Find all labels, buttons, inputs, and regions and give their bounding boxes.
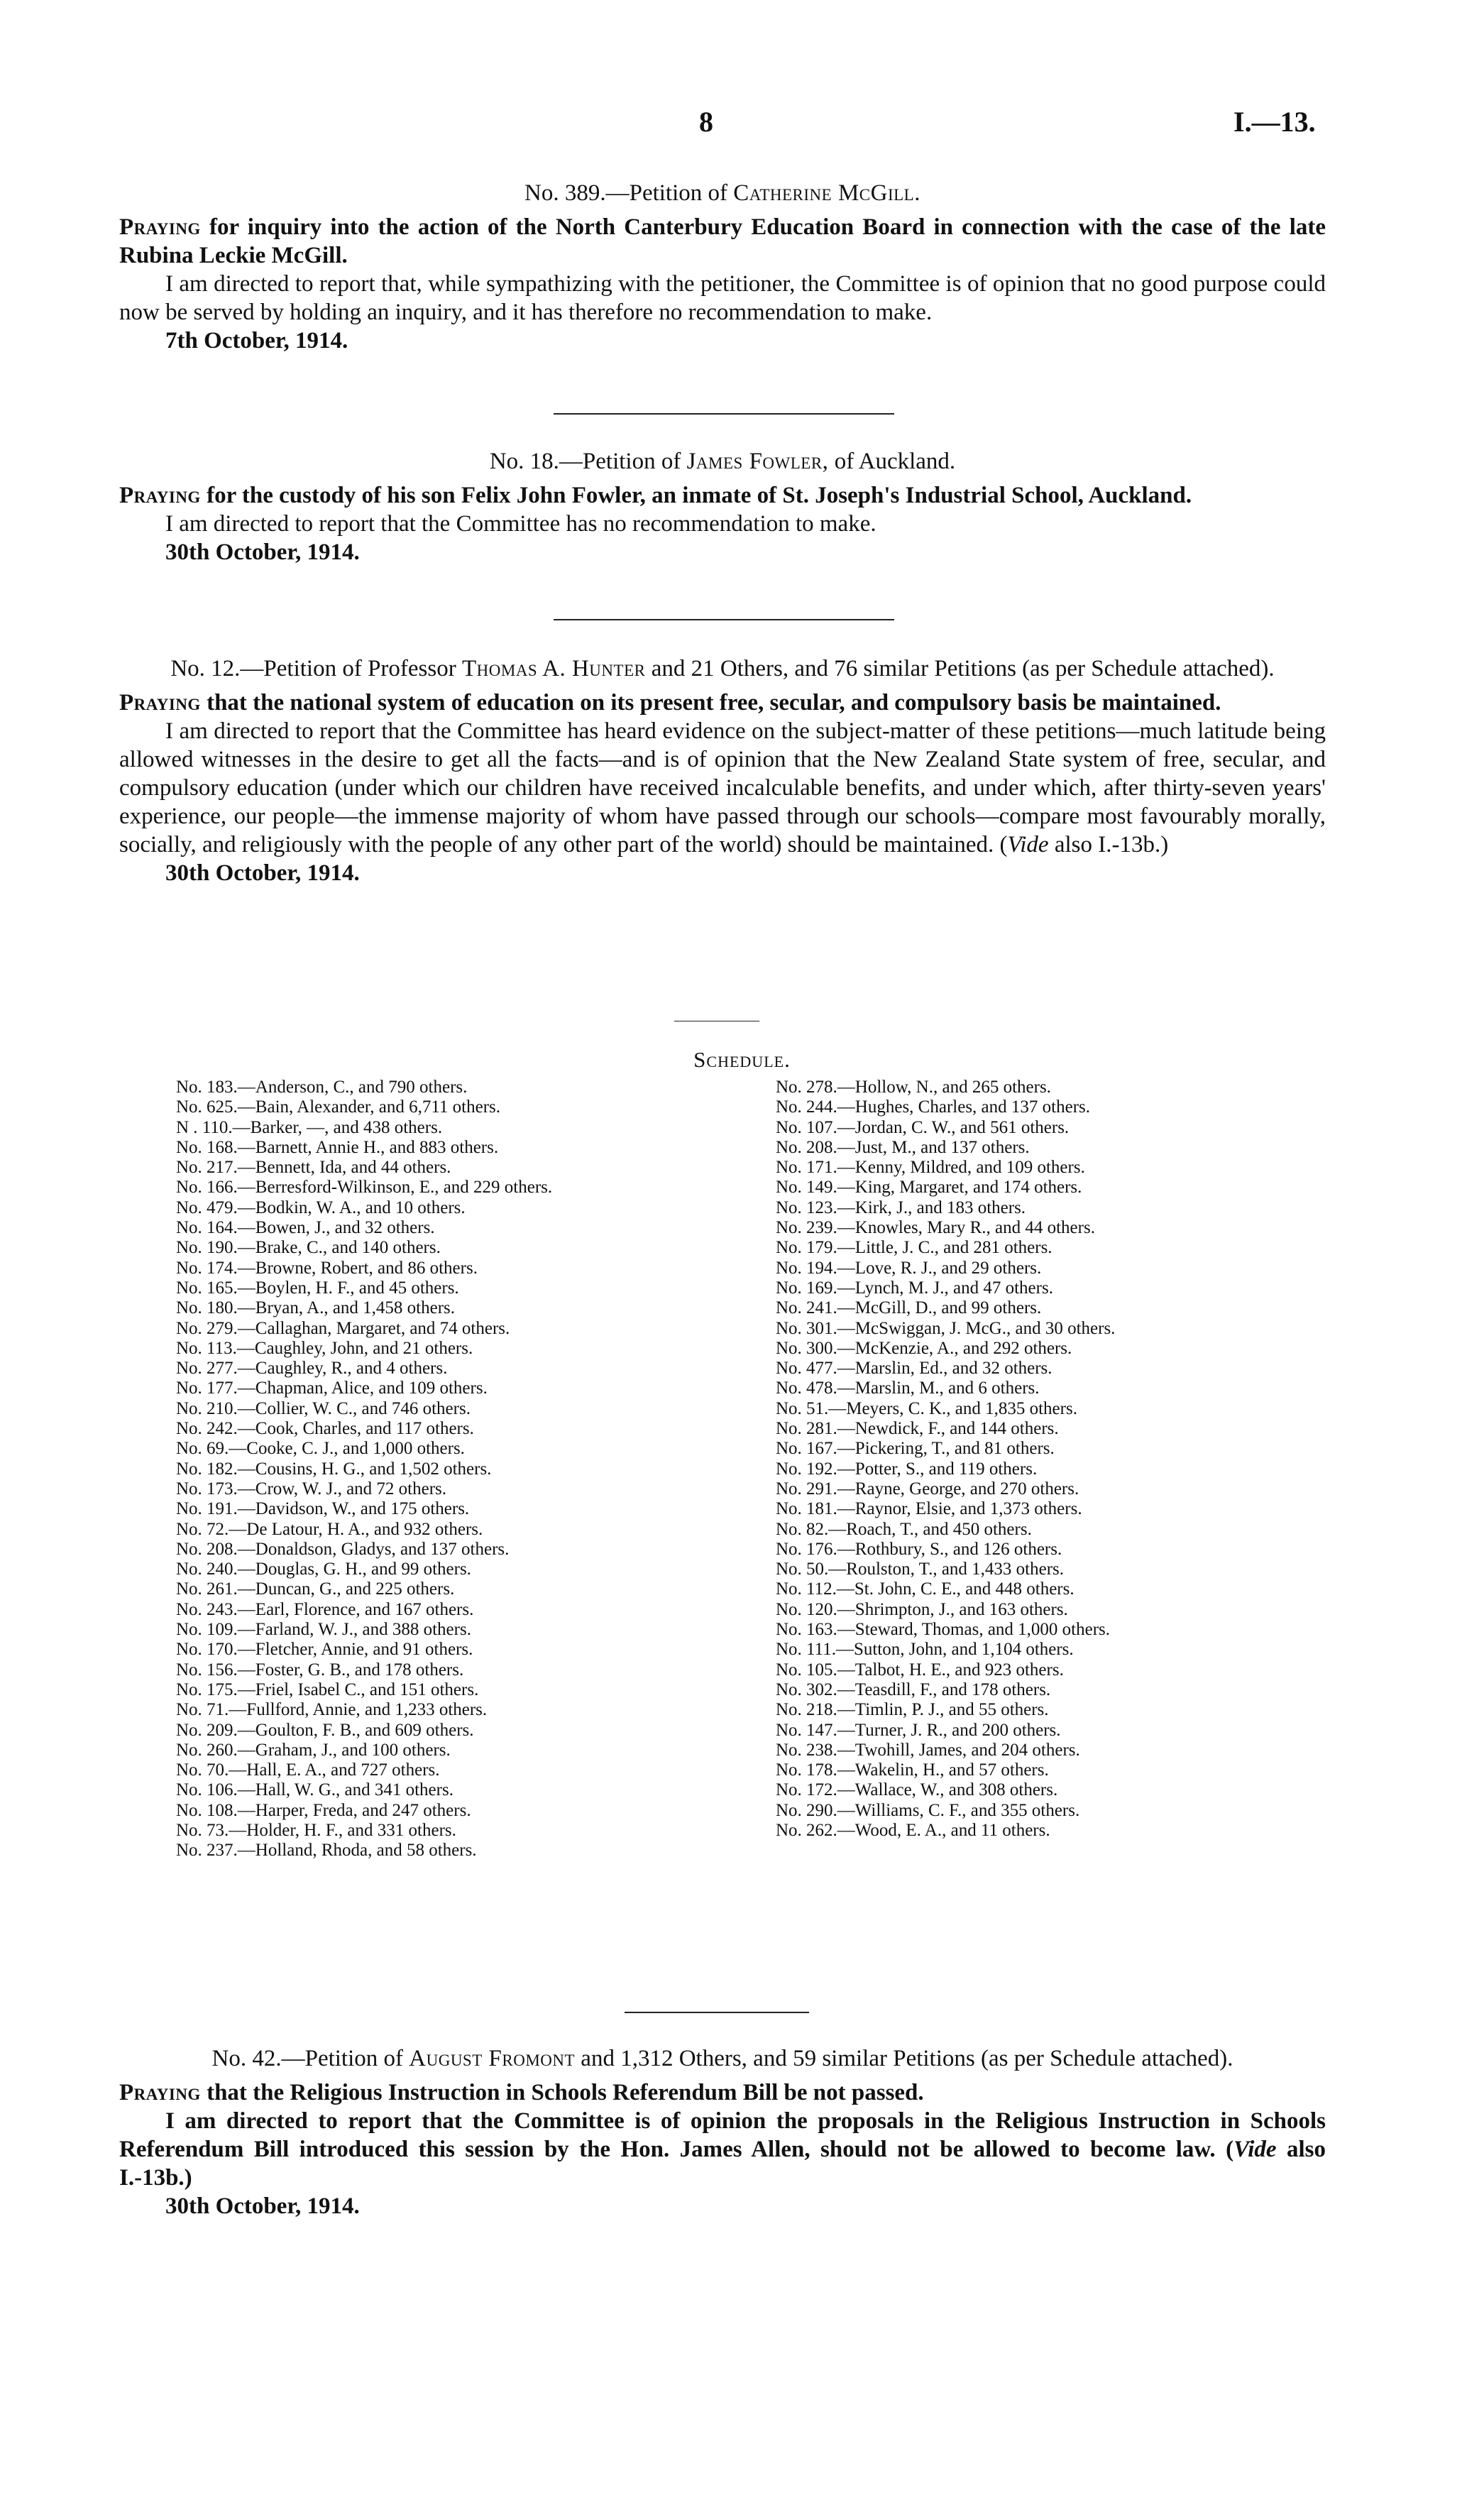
schedule-entry: No. 243.—Earl, Florence, and 167 others. — [176, 1599, 474, 1619]
schedule-entry: No. 120.—Shrimpton, J., and 163 others. — [776, 1599, 1068, 1619]
schedule-right-column — [776, 1078, 1358, 1841]
petitioner-name: Catherine McGill. — [733, 180, 920, 206]
petition-12-date: 30th October, 1914. — [165, 860, 360, 886]
schedule-entry: No. 174.—Browne, Robert, and 86 others. — [176, 1258, 478, 1278]
schedule-entry: No. 107.—Jordan, C. W., and 561 others. — [776, 1117, 1070, 1137]
schedule-entry: No. 208.—Just, M., and 137 others. — [776, 1137, 1030, 1157]
petitioner-name: James Fowler, — [686, 449, 829, 474]
petition-42-date: 30th October, 1914. — [165, 2193, 360, 2219]
schedule-entry: No. 191.—Davidson, W., and 175 others. — [176, 1499, 470, 1519]
schedule-entry: No. 239.—Knowles, Mary R., and 44 others. — [776, 1218, 1095, 1238]
schedule-entry: No. 178.—Wakelin, H., and 57 others. — [776, 1760, 1049, 1780]
schedule-entry: No. 72.—De Latour, H. A., and 932 others. — [176, 1519, 483, 1539]
petition-18 — [119, 447, 1326, 566]
schedule-entry: No. 50.—Roulston, T., and 1,433 others. — [776, 1560, 1065, 1579]
section-divider — [625, 2012, 809, 2013]
schedule-entry: No. 170.—Fletcher, Annie, and 91 others. — [176, 1640, 473, 1660]
schedule-entry: No. 278.—Hollow, N., and 265 others. — [776, 1078, 1051, 1097]
schedule-entry: No. 262.—Wood, E. A., and 11 others. — [776, 1820, 1050, 1840]
petition-389-praying: Praying for inquiry into the action of the North Canterbury Education Board in connection with the case of the late Rubina Leckie McGill. — [119, 214, 1326, 268]
schedule-entry: No. 165.—Boylen, H. F., and 45 others. — [176, 1278, 459, 1298]
schedule-entry: No. 112.—St. John, C. E., and 448 others. — [776, 1579, 1074, 1599]
schedule-entry: No. 171.—Kenny, Mildred, and 109 others. — [776, 1158, 1085, 1178]
schedule-entry: No. 164.—Bowen, J., and 32 others. — [176, 1218, 435, 1238]
schedule-entry: No. 300.—McKenzie, A., and 292 others. — [776, 1338, 1072, 1358]
schedule-entry: No. 105.—Talbot, H. E., and 923 others. — [776, 1660, 1064, 1680]
section-divider — [554, 413, 894, 415]
schedule-entry: No. 183.—Anderson, C., and 790 others. — [176, 1078, 468, 1097]
schedule-entry: No. 260.—Graham, J., and 100 others. — [176, 1740, 451, 1760]
schedule-title: Schedule. — [693, 1047, 791, 1072]
schedule-entry: No. 625.—Bain, Alexander, and 6,711 others. — [176, 1097, 501, 1117]
schedule-entry: No. 478.—Marslin, M., and 6 others. — [776, 1379, 1040, 1398]
page-header — [0, 105, 1484, 148]
schedule-entry: No. 73.—Holder, H. F., and 331 others. — [176, 1820, 456, 1840]
schedule-entry: No. 179.—Little, J. C., and 281 others. — [776, 1238, 1052, 1258]
schedule-entry: No. 177.—Chapman, Alice, and 109 others. — [176, 1379, 488, 1398]
schedule-entry: No. 208.—Donaldson, Gladys, and 137 others. — [176, 1539, 510, 1559]
schedule-entry: No. 70.—Hall, E. A., and 727 others. — [176, 1760, 440, 1780]
petition-389-date: 7th October, 1914. — [165, 328, 348, 354]
schedule-entry: No. 149.—King, Margaret, and 174 others. — [776, 1178, 1082, 1198]
petition-389 — [119, 179, 1326, 355]
schedule-entry: No. 181.—Raynor, Elsie, and 1,373 others. — [776, 1499, 1082, 1519]
schedule-entry: No. 281.—Newdick, F., and 144 others. — [776, 1419, 1059, 1439]
schedule-entry: No. 301.—McSwiggan, J. McG., and 30 others. — [776, 1318, 1116, 1338]
petition-42-report: I am directed to report that the Committee is of opinion the proposals in the Religious Instruction in Schools Referendum Bill introduced this session by the Hon. James Allen, should not be allowed to become law. (Vide also I.-13b.) — [119, 2108, 1326, 2191]
schedule-entry: No. 218.—Timlin, P. J., and 55 others. — [776, 1700, 1049, 1720]
schedule-entry: No. 479.—Bodkin, W. A., and 10 others. — [176, 1198, 466, 1217]
petition-12-praying: Praying that the national system of education on its present free, secular, and compulsory basis be maintained. — [119, 690, 1221, 716]
schedule-entry: No. 176.—Rothbury, S., and 126 others. — [776, 1539, 1062, 1559]
schedule-entry: No. 190.—Brake, C., and 140 others. — [176, 1238, 441, 1258]
petition-42 — [119, 2044, 1326, 2220]
schedule-entry: No. 168.—Barnett, Annie H., and 883 others. — [176, 1137, 499, 1157]
paper-reference: I.—13. — [1233, 106, 1316, 138]
schedule-entry: No. 277.—Caughley, R., and 4 others. — [176, 1359, 448, 1379]
petition-42-praying: Praying that the Religious Instruction in Schools Referendum Bill be not passed. — [119, 2080, 924, 2105]
section-divider — [554, 619, 894, 620]
petition-12 — [119, 654, 1326, 887]
schedule-entry: No. 241.—McGill, D., and 99 others. — [776, 1298, 1042, 1318]
schedule-entry: No. 108.—Harper, Freda, and 247 others. — [176, 1800, 471, 1820]
schedule-entry: No. 147.—Turner, J. R., and 200 others. — [776, 1720, 1061, 1740]
schedule-entry: No. 51.—Meyers, C. K., and 1,835 others. — [776, 1398, 1077, 1418]
schedule-entry: No. 109.—Farland, W. J., and 388 others. — [176, 1620, 471, 1640]
schedule-entry: No. 291.—Rayne, George, and 270 others. — [776, 1479, 1079, 1498]
schedule-entry: No. 209.—Goulton, F. B., and 609 others. — [176, 1720, 474, 1740]
schedule-entry: No. 166.—Berresford-Wilkinson, E., and 229 others. — [176, 1178, 553, 1198]
petition-12-title: No. 12.—Petition of Professor Thomas A. Hunter and 21 Others, and 76 similar Petitions (as per Schedule attached). — [170, 656, 1275, 681]
schedule-entry: N . 110.—Barker, —, and 438 others. — [176, 1117, 443, 1137]
schedule-entry: No. 71.—Fullford, Annie, and 1,233 others. — [176, 1700, 488, 1720]
petition-42-title: No. 42.—Petition of August Fromont and 1,312 Others, and 59 similar Petitions (as per Schedule attached). — [211, 2046, 1233, 2071]
schedule-entry: No. 242.—Cook, Charles, and 117 others. — [176, 1419, 474, 1439]
petition-18-praying: Praying for the custody of his son Felix John Fowler, an inmate of St. Joseph's Industrial School, Auckland. — [119, 483, 1192, 508]
schedule-entry: No. 244.—Hughes, Charles, and 137 others. — [776, 1097, 1090, 1117]
schedule-entry: No. 69.—Cooke, C. J., and 1,000 others. — [176, 1439, 465, 1459]
schedule-entry: No. 210.—Collier, W. C., and 746 others. — [176, 1398, 471, 1418]
schedule-entry: No. 290.—Williams, C. F., and 355 others. — [776, 1800, 1080, 1820]
schedule-entry: No. 113.—Caughley, John, and 21 others. — [176, 1338, 473, 1358]
petition-18-title: No. 18.—Petition of James Fowler, of Auckland. — [489, 449, 956, 474]
schedule-entry: No. 106.—Hall, W. G., and 341 others. — [176, 1780, 454, 1800]
petition-12-report: I am directed to report that the Committee has heard evidence on the subject-matter of these petitions—much latitude being allowed witnesses in the desire to get all the facts—and is of opinion that the New Zealand State system of free, secular, and compulsory education (under which our children have received incalculable benefits, and under which, after thirty-seven years' experience, our people—the immense majority of whom have passed through our schools—compare most favourably morally, socially, and religiously with the people of any other part of the world) should be maintained. (Vide also I.-13b.) — [119, 718, 1326, 857]
schedule-entry: No. 261.—Duncan, G., and 225 others. — [176, 1579, 455, 1599]
schedule-entry: No. 156.—Foster, G. B., and 178 others. — [176, 1660, 464, 1680]
schedule-entry: No. 182.—Cousins, H. G., and 1,502 others. — [176, 1459, 492, 1479]
schedule-entry: No. 192.—Potter, S., and 119 others. — [776, 1459, 1038, 1479]
schedule-entry: No. 123.—Kirk, J., and 183 others. — [776, 1198, 1026, 1217]
schedule-entry: No. 477.—Marslin, Ed., and 32 others. — [776, 1359, 1052, 1379]
schedule-entry: No. 194.—Love, R. J., and 29 others. — [776, 1258, 1042, 1278]
schedule-entry: No. 173.—Crow, W. J., and 72 others. — [176, 1479, 447, 1498]
schedule-entry: No. 169.—Lynch, M. J., and 47 others. — [776, 1278, 1053, 1298]
schedule-entry: No. 111.—Sutton, John, and 1,104 others. — [776, 1640, 1074, 1660]
schedule-entry: No. 217.—Bennett, Ida, and 44 others. — [176, 1158, 451, 1178]
page-number: 8 — [699, 106, 713, 138]
petition-18-report: I am directed to report that the Committee has no recommendation to make. — [165, 511, 876, 537]
schedule-entry: No. 163.—Steward, Thomas, and 1,000 others. — [776, 1620, 1111, 1640]
schedule-entry: No. 82.—Roach, T., and 450 others. — [776, 1519, 1032, 1539]
schedule-left-column — [176, 1078, 758, 1861]
schedule-entry: No. 237.—Holland, Rhoda, and 58 others. — [176, 1841, 477, 1861]
petition-389-report: I am directed to report that, while sympathizing with the petitioner, the Committee is of opinion that no good purpose could now be served by holding an inquiry, and it has therefore no recommendation to make. — [119, 271, 1326, 325]
petition-389-title: No. 389.—Petition of Catherine McGill. — [524, 180, 920, 206]
schedule-entry: No. 302.—Teasdill, F., and 178 others. — [776, 1680, 1051, 1699]
schedule-entry: No. 172.—Wallace, W., and 308 others. — [776, 1780, 1058, 1800]
petition-18-date: 30th October, 1914. — [165, 539, 360, 565]
schedule-entry: No. 175.—Friel, Isabel C., and 151 others. — [176, 1680, 479, 1699]
schedule-entry: No. 167.—Pickering, T., and 81 others. — [776, 1439, 1055, 1459]
schedule-entry: No. 240.—Douglas, G. H., and 99 others. — [176, 1560, 471, 1579]
schedule-entry: No. 180.—Bryan, A., and 1,458 others. — [176, 1298, 456, 1318]
petitioner-name: August Fromont — [409, 2046, 576, 2071]
schedule-entry: No. 279.—Callaghan, Margaret, and 74 others. — [176, 1318, 510, 1338]
schedule-entry: No. 238.—Twohill, James, and 204 others. — [776, 1740, 1080, 1760]
petitioner-name: Thomas A. Hunter — [461, 656, 646, 681]
